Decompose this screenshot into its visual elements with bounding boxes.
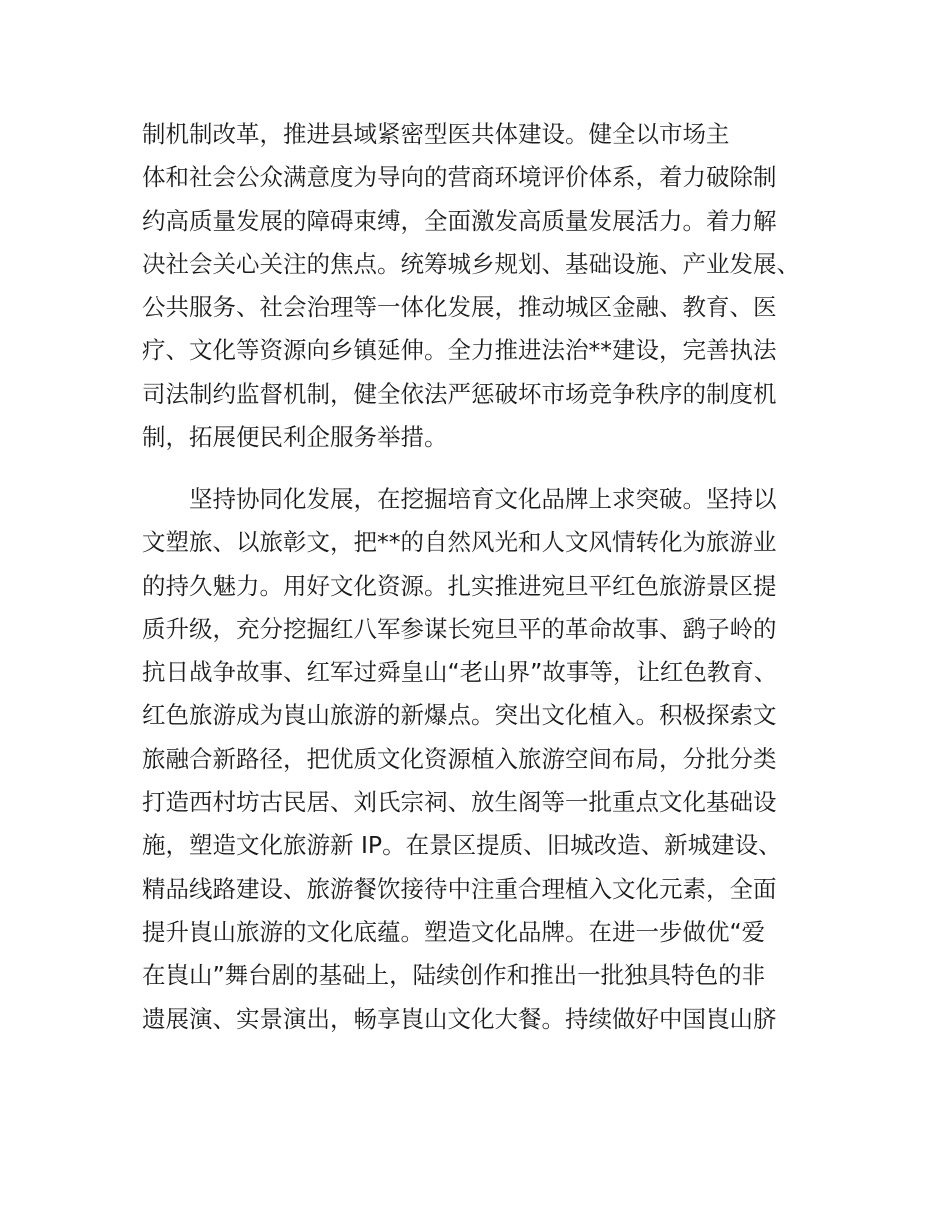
paragraph-1 — [142, 113, 822, 459]
text-line: 红色旅游成为崀山旅游的新爆点。突出文化植入。积极探索文 — [142, 701, 777, 730]
text-line: 抗日战争故事、红军过舜皇山“老山界”故事等，让红色教育、 — [142, 658, 778, 687]
text-line: 公共服务、社会治理等一体化发展，推动城区金融、教育、医 — [142, 293, 777, 322]
text-line: 施，塑造文化旅游新 IP。在景区提质、旧城改造、新城建设、 — [142, 831, 782, 860]
text-line: 坚持协同化发展，在挖掘培育文化品牌上求突破。坚持以 — [189, 485, 777, 513]
text-line: 遗展演、实景演出，畅享崀山文化大餐。持续做好中国崀山脐 — [142, 1004, 777, 1033]
text-line: 精品线路建设、旅游餐饮接待中注重合理植入文化元素，全面 — [142, 874, 777, 903]
text-line: 文塑旅、以旅彰文，把**的自然风光和人文风情转化为旅游业 — [142, 528, 777, 557]
text-line: 制机制改革，推进县域紧密型医共体建设。健全以市场主 — [142, 120, 730, 148]
text-line: 在崀山”舞台剧的基础上，陆续创作和推出一批独具特色的非 — [142, 961, 766, 990]
text-line: 约高质量发展的障碍束缚，全面激发高质量发展活力。着力解 — [142, 206, 777, 235]
text-line: 体和社会公众满意度为导向的营商环境评价体系，着力破除制 — [142, 163, 777, 192]
text-line: 提升崀山旅游的文化底蕴。塑造文化品牌。在进一步做优“爱 — [142, 917, 766, 946]
paragraph-2 — [142, 478, 822, 1041]
text-line: 的持久魅力。用好文化资源。扎实推进宛旦平红色旅游景区提 — [142, 571, 777, 600]
text-line: 制，拓展便民利企服务举措。 — [142, 423, 448, 452]
text-line: 质升级，充分挖掘红八军参谋长宛旦平的革命故事、鹞子岭的 — [142, 614, 777, 643]
text-line: 疗、文化等资源向乡镇延伸。全力推进法治**建设，完善执法 — [142, 336, 777, 365]
text-line: 打造西村坊古民居、刘氏宗祠、放生阁等一批重点文化基础设 — [142, 788, 777, 817]
text-line: 司法制约监督机制，健全依法严惩破坏市场竞争秩序的制度机 — [142, 379, 777, 408]
text-line: 决社会关心关注的焦点。统筹城乡规划、基础设施、产业发展、 — [142, 249, 800, 278]
text-line: 旅融合新路径，把优质文化资源植入旅游空间布局，分批分类 — [142, 744, 777, 773]
